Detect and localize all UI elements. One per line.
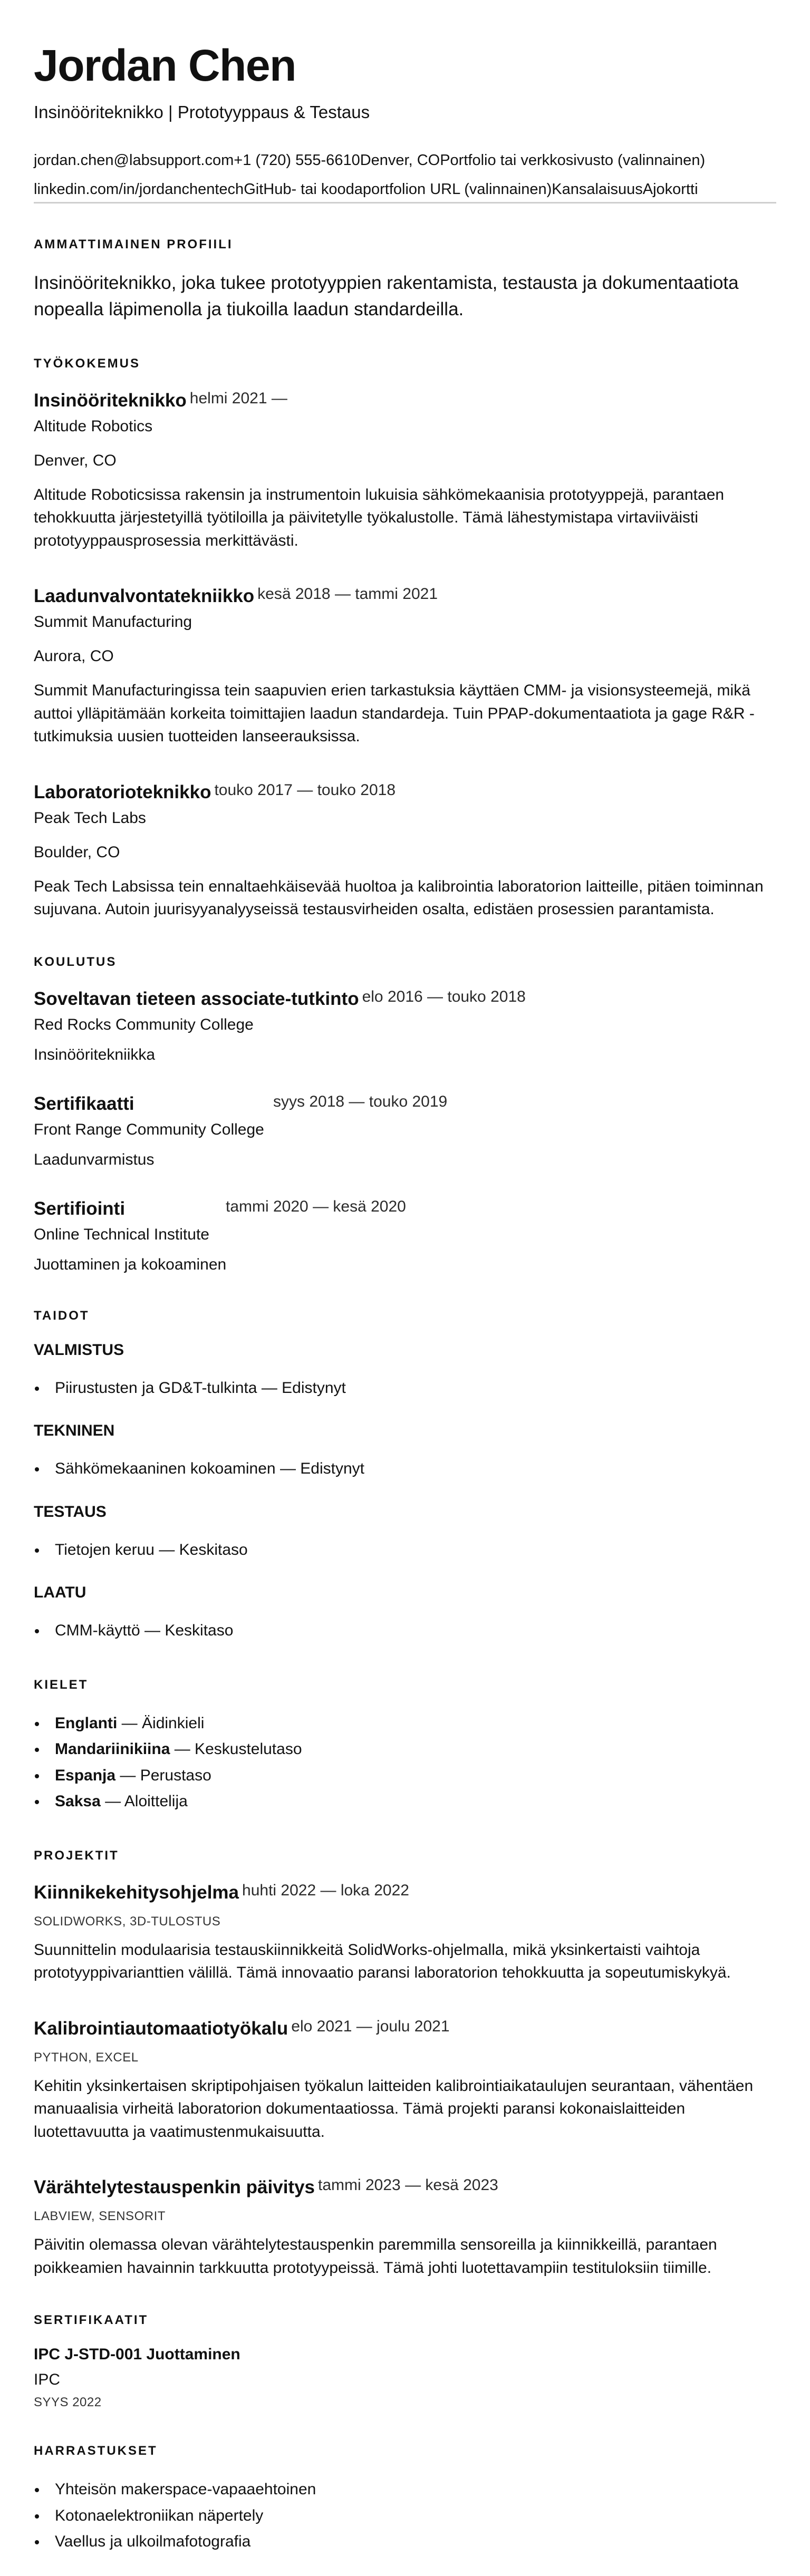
language-level: — Aloittelija — [100, 1793, 188, 1810]
job-location: Denver, CO — [34, 451, 117, 469]
education-dates: elo 2016 — touko 2018 — [362, 987, 526, 1005]
skill-item: Tietojen keruu — Keskitaso — [34, 1537, 776, 1563]
education-item — [34, 987, 776, 1065]
section-title-languages: KIELET — [34, 1677, 89, 1692]
section-title-certifications: SERTIFIKAATIT — [34, 2313, 149, 2328]
skill-category: TEKNINEN — [34, 1422, 115, 1440]
language-name: Saksa — [55, 1793, 101, 1810]
contact-row-secondary — [34, 175, 776, 204]
candidate-name: Jordan Chen — [34, 41, 296, 90]
language-level: — Perustaso — [115, 1766, 211, 1784]
project-item — [34, 2176, 776, 2279]
degree-title: Sertifikaatti — [34, 1093, 134, 1114]
candidate-headline: Insinööriteknikko | Prototyyppaus & Testaus — [34, 102, 370, 122]
language-level: — Äidinkieli — [117, 1714, 205, 1732]
project-dates: tammi 2023 — kesä 2023 — [318, 2176, 498, 2194]
company-name: Peak Tech Labs — [34, 809, 146, 827]
contact-row-primary — [34, 146, 776, 175]
school-name: Front Range Community College — [34, 1120, 264, 1138]
skill-category: TESTAUS — [34, 1503, 107, 1521]
portfolio-link[interactable]: Portfolio tai verkkosivusto (valinnainen) — [440, 152, 706, 169]
field-of-study: Laadunvarmistus — [34, 1150, 155, 1168]
experience-item — [34, 389, 776, 553]
certification-date: SYYS 2022 — [34, 2395, 102, 2410]
job-location: Aurora, CO — [34, 647, 114, 665]
language-item — [34, 1762, 776, 1789]
profile-summary: Insinööriteknikko, joka tukee prototyyppien rakentamista, testausta ja dokumentaatiota nopealla läpimenolla ja tiukoilla laadun standardeilla. — [34, 273, 739, 320]
project-item — [34, 2017, 776, 2144]
languages-section — [34, 1678, 776, 1815]
school-name: Red Rocks Community College — [34, 1015, 254, 1033]
project-name: Värähtelytestauspenkin päivitys — [34, 2177, 315, 2198]
project-description: Päivitin olemassa olevan värähtelytestauspenkin paremmilla sensoreilla ja kiinnikkeillä, parantaen poikkeamien havainnin tarkkuutta prototyypeissä. Tämä johti luotettavampiin testituloksiin tiimille. — [34, 2236, 717, 2277]
project-item — [34, 1881, 776, 1984]
interest-item: Yhteisön makerspace-vapaaehtoinen — [34, 2476, 776, 2503]
section-title-profile: AMMATTIMAINEN PROFIILI — [34, 237, 233, 252]
job-description: Summit Manufacturingissa tein saapuvien erien tarkastuksia käyttäen CMM- ja visionsysteemejä, mikä auttoi ylläpitämään korkeita toimittajien laadun standardeja. Tuin PPAP-dokumentaatiota ja gage R&R -tutkimuksia uusien tuotteiden lanseerauksissa. — [34, 682, 755, 745]
skill-group — [34, 1503, 776, 1563]
interests-section — [34, 2444, 776, 2555]
education-item — [34, 1197, 776, 1275]
section-title-experience: TYÖKOKEMUS — [34, 356, 141, 371]
profile-section — [34, 237, 776, 322]
education-item — [34, 1092, 776, 1170]
degree-title: Soveltavan tieteen associate-tutkinto — [34, 988, 359, 1009]
skill-group — [34, 1341, 776, 1401]
skill-item: Piirustusten ja GD&T-tulkinta — Edistynyt — [34, 1375, 776, 1401]
education-section — [34, 955, 776, 1275]
skills-section — [34, 1309, 776, 1644]
project-tech: SOLIDWORKS, 3D-TULOSTUS — [34, 1914, 221, 1929]
skill-item: Sähkömekaaninen kokoaminen — Edistynyt — [34, 1456, 776, 1482]
job-description: Altitude Roboticsissa rakensin ja instrumentoin lukuisia sähkömekaanisia prototyyppejä, parantaen tehokkuutta järjestetyillä työtiloilla ja päivitetylle työkalustolle. Tämä lähestymistapa virtaviiväisti prototyyppausprosessia merkittävästi. — [34, 486, 725, 549]
project-tech: PYTHON, EXCEL — [34, 2050, 139, 2065]
interest-item: Vaellus ja ulkoilmafotografia — [34, 2529, 776, 2555]
projects-section — [34, 1848, 776, 2280]
section-title-interests: HARRASTUKSET — [34, 2444, 158, 2458]
section-title-projects: PROJEKTIT — [34, 1848, 119, 1863]
skill-category: VALMISTUS — [34, 1341, 124, 1359]
school-name: Online Technical Institute — [34, 1225, 209, 1243]
certifications-section — [34, 2313, 776, 2410]
experience-section — [34, 356, 776, 921]
project-name: Kiinnikekehitysohjelma — [34, 1882, 239, 1903]
skill-item: CMM-käyttö — Keskitaso — [34, 1618, 776, 1644]
project-description: Kehitin yksinkertaisen skriptipohjaisen työkalun laitteiden kalibrointiaikataulujen seurantaan, vähentäen manuaalisia virheitä laboratorion dokumentaatiossa. Tämä projekti paransi kokonaislaitteiden luotettavuutta ja vaatimustenmukaisuutta. — [34, 2077, 754, 2141]
drivers-license: Ajokortti — [642, 181, 698, 198]
project-dates: elo 2021 — joulu 2021 — [291, 2017, 450, 2035]
linkedin-link[interactable]: linkedin.com/in/jordanchentech — [34, 181, 244, 198]
certification-name: IPC J-STD-001 Juottaminen — [34, 2346, 240, 2364]
company-name: Summit Manufacturing — [34, 613, 192, 631]
project-dates: huhti 2022 — loka 2022 — [242, 1881, 409, 1899]
section-title-skills: TAIDOT — [34, 1308, 90, 1323]
email-link[interactable]: jordan.chen@labsupport.com — [34, 152, 234, 169]
language-name: Englanti — [55, 1714, 118, 1732]
certification-issuer: IPC — [34, 2371, 61, 2389]
experience-item — [34, 781, 776, 921]
language-item — [34, 1736, 776, 1762]
company-name: Altitude Robotics — [34, 417, 153, 435]
citizenship: Kansalaisuus — [552, 181, 643, 198]
field-of-study: Insinööritekniikka — [34, 1045, 156, 1063]
language-name: Espanja — [55, 1766, 116, 1784]
project-name: Kalibrointiautomaatiotyökalu — [34, 2018, 288, 2039]
project-description: Suunnittelin modulaarisia testauskiinnikkeitä SolidWorks-ohjelmalla, mikä yksinkertaisti vaihtoja prototyyppivarianttien välillä. Tämä innovaatio paransi laboratorion tehokkuutta ja sopeutumiskykyä. — [34, 1941, 731, 1982]
language-level: — Keskustelutaso — [170, 1740, 302, 1758]
job-location: Boulder, CO — [34, 843, 120, 861]
certification-item — [34, 2346, 776, 2410]
experience-item — [34, 585, 776, 748]
section-title-education: KOULUTUS — [34, 954, 117, 969]
location: Denver, CO — [360, 152, 440, 169]
education-dates: syys 2018 — touko 2019 — [273, 1092, 448, 1110]
resume-header — [34, 41, 776, 204]
skill-category: LAATU — [34, 1584, 86, 1602]
field-of-study: Juottaminen ja kokoaminen — [34, 1255, 227, 1273]
language-item — [34, 1710, 776, 1737]
skill-group — [34, 1422, 776, 1482]
education-dates: tammi 2020 — kesä 2020 — [226, 1197, 406, 1215]
interest-item: Kotonaelektroniikan näpertely — [34, 2503, 776, 2529]
language-item — [34, 1788, 776, 1815]
job-title: Insinööriteknikko — [34, 390, 187, 411]
github-link[interactable]: GitHub- tai koodaportfolion URL (valinnainen) — [244, 181, 552, 198]
skill-group — [34, 1584, 776, 1644]
job-title: Laboratorioteknikko — [34, 781, 211, 802]
job-description: Peak Tech Labsissa tein ennaltaehkäisevää huoltoa ja kalibrointia laboratorion laitteille, pitäen toiminnan sujuvana. Autoin juurisyyanalyyseissä testausvirheiden osalta, edistäen prosessien parantamista. — [34, 877, 764, 918]
project-tech: LABVIEW, SENSORIT — [34, 2209, 166, 2224]
job-dates: touko 2017 — touko 2018 — [214, 781, 396, 799]
job-title: Laadunvalvontatekniikko — [34, 586, 255, 607]
language-name: Mandariinikiina — [55, 1740, 170, 1758]
degree-title: Sertifiointi — [34, 1198, 126, 1219]
phone-number[interactable]: +1 (720) 555-6610 — [234, 152, 360, 169]
job-dates: helmi 2021 — — [189, 389, 287, 407]
job-dates: kesä 2018 — tammi 2021 — [257, 585, 438, 603]
